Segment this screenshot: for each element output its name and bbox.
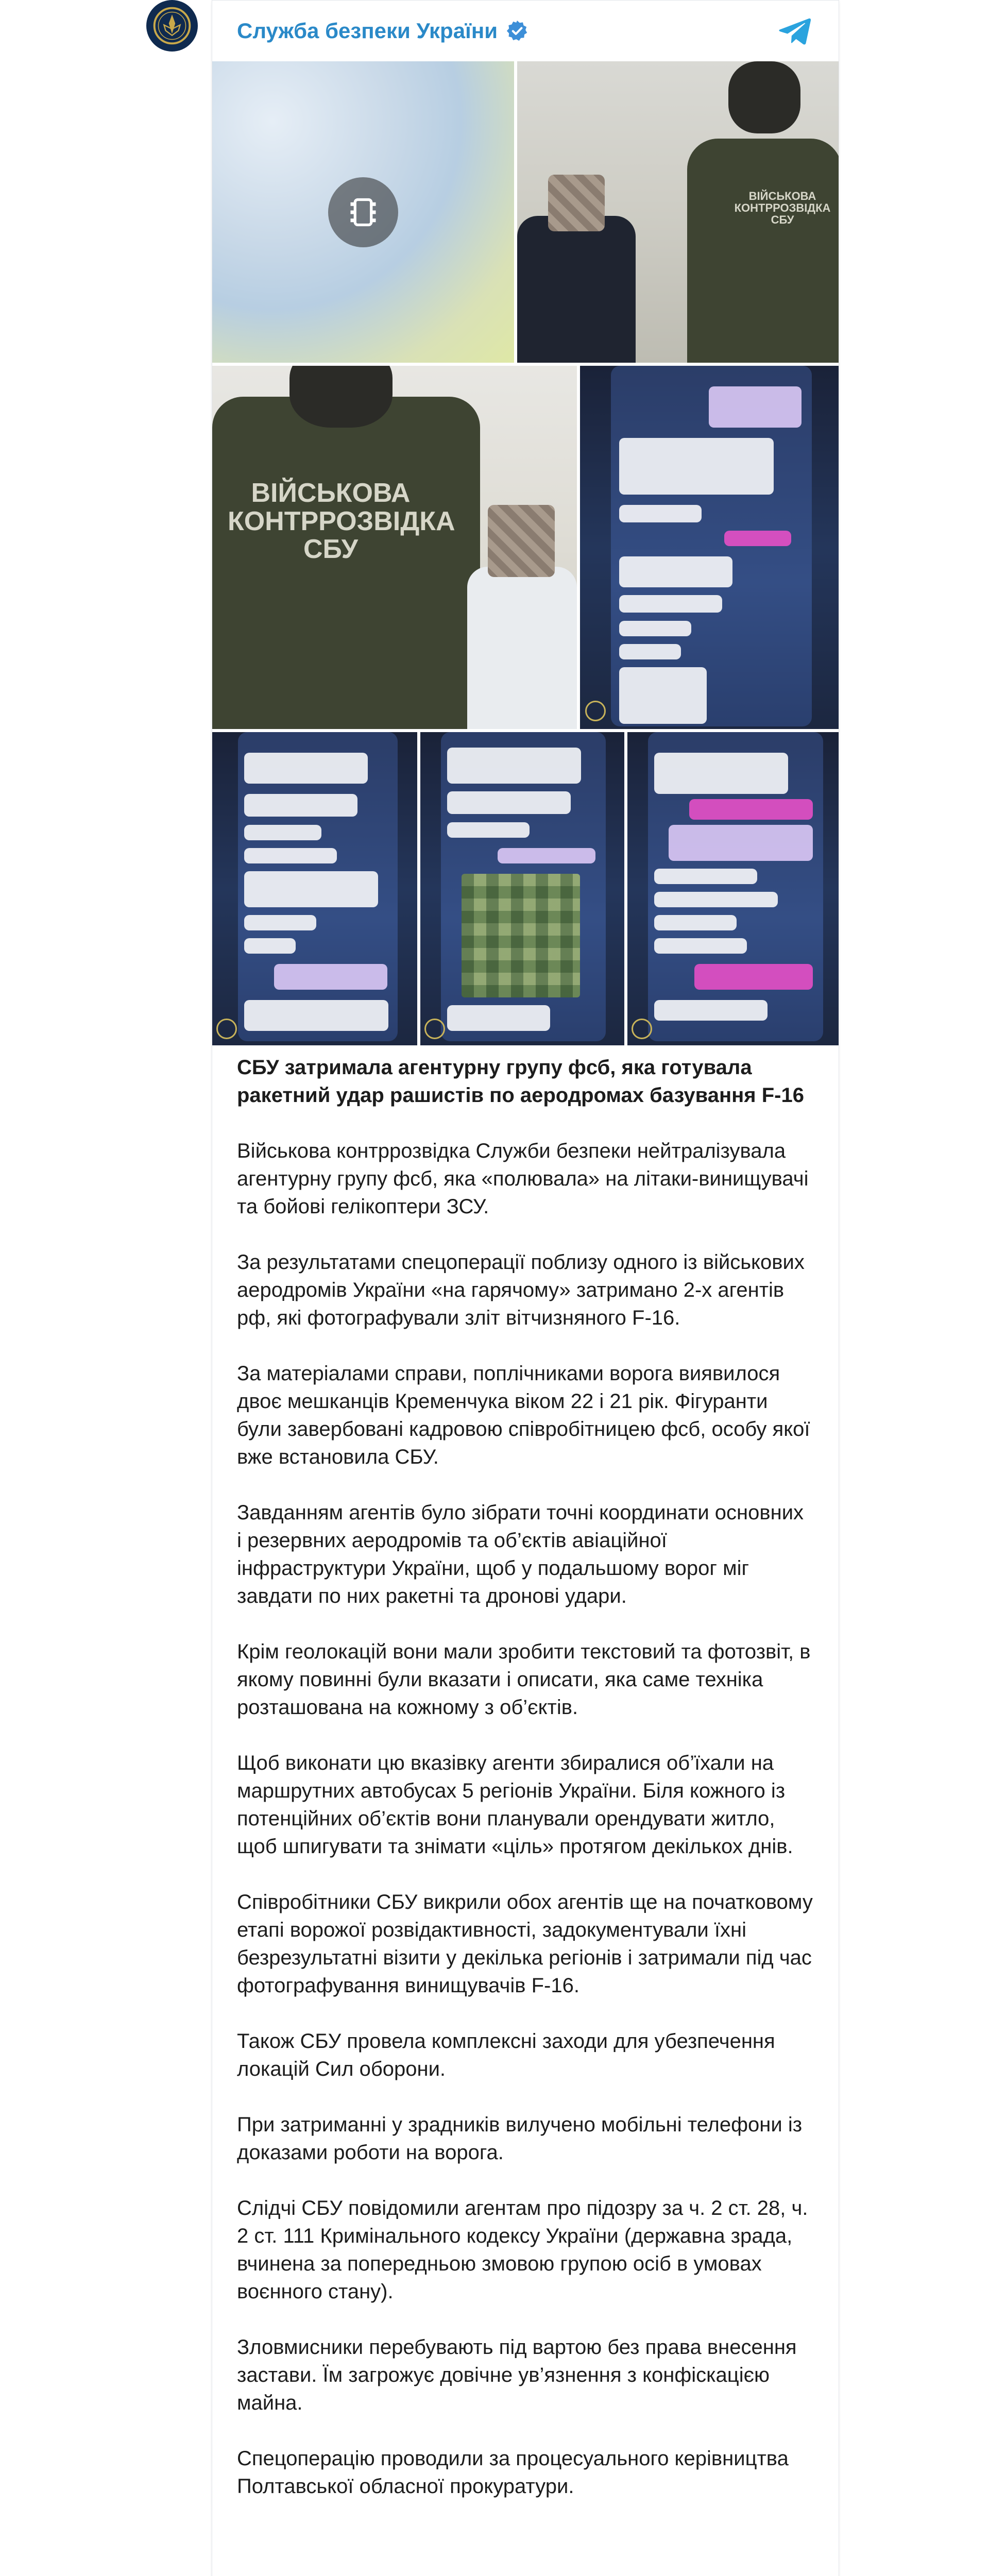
photo-phone-chat-1[interactable] [580, 366, 839, 729]
photo-phone-chat-4[interactable] [627, 732, 839, 1045]
post-card [212, 0, 839, 2576]
post-headline: СБУ затримала агентурну групу фсб, яка готувала ракетний удар рашистів по аеродромах базування F-16 [237, 1056, 804, 1107]
post-paragraph: Зловмисники перебувають під вартою без права внесення застави. Їм загрожує довічне ув’язнення з конфіскацією майна. [237, 2336, 797, 2414]
soldier-figure [687, 139, 839, 363]
channel-avatar[interactable] [146, 0, 198, 52]
media-grid [212, 61, 839, 1045]
photo-phone-chat-3[interactable] [420, 732, 624, 1045]
photo-phone-chat-2[interactable] [212, 732, 417, 1045]
verified-badge-icon [506, 20, 528, 42]
post-paragraph: За матеріалами справи, поплічниками ворога виявилося двоє мешканців Кременчука віком 22 і 21 рік. Фігуранти були завербовані кадровою співробітницею фсб, особу якої вже встановила СБУ. [237, 1362, 810, 1468]
person-figure [467, 567, 577, 729]
soldier-head [289, 366, 393, 428]
post-paragraph: При затриманні у зрадників вилучено мобільні телефони із доказами роботи на ворога. [237, 2113, 803, 2164]
video-thumbnail[interactable] [212, 61, 514, 363]
channel-name[interactable]: Служба безпеки України [237, 19, 498, 43]
sbu-watermark-icon [216, 1019, 237, 1039]
phone-screen [238, 732, 398, 1041]
post-paragraph: Спецоперацію проводили за процесуального керівництва Полтавської обласної прокуратури. [237, 2447, 789, 2498]
post-paragraph: Крім геолокацій вони мали зробити текстовий та фотозвіт, в якому повинні були вказати і описати, яка саме техніка розташована на кожному з об’єктів. [237, 1640, 811, 1719]
phone-screen [648, 732, 823, 1041]
post-paragraph: Співробітники СБУ викрили обох агентів ще на початковому етапі ворожої розвідактивності, задокументували їхні безрезультатні візити у декілька регіонів і затримали під час фотографування винищувачів F-16. [237, 1891, 813, 1997]
blurred-face [488, 505, 555, 577]
soldier-head [728, 61, 800, 133]
post-header [212, 1, 839, 61]
phone-screen [611, 366, 812, 726]
sbu-emblem-icon [152, 6, 192, 46]
photo-detention-2[interactable] [212, 366, 577, 729]
pixelated-photo [462, 874, 580, 997]
post-paragraph: Військова контррозвідка Служби безпеки нейтралізувала агентурну групу фсб, яка «полювала» на літаки-винищувачі та бойові гелікоптери ЗСУ. [237, 1140, 809, 1218]
sbu-watermark-icon [632, 1019, 652, 1039]
post-paragraph: Щоб виконати цю вказівку агенти збиралися об’їхали на маршрутних автобусах 5 регіонів України. Біля кожного із потенційних об’єктів вони планували орендувати житло, щоб шпигувати та знімати «ціль» протягом декількох днів. [237, 1752, 793, 1858]
post-paragraph: Завданням агентів було зібрати точні координати основних і резервних аеродромів та об’єктів авіаційної інфраструктури України, щоб у подальшому ворог міг завдати по них ракетні та дронові удари. [237, 1501, 804, 1607]
post-text [237, 1054, 814, 2500]
person-figure [517, 216, 636, 363]
uniform-patch: ВІЙСЬКОВА КОНТРРОЗВІДКА СБУ [228, 478, 455, 565]
sbu-watermark-icon [585, 701, 606, 721]
blurred-face [548, 175, 605, 231]
uniform-patch: ВІЙСЬКОВА КОНТРРОЗВІДКА СБУ [734, 190, 831, 227]
post-paragraph: Також СБУ провела комплексні заходи для убезпечення локацій Сил оборони. [237, 2030, 775, 2080]
photo-detention-1[interactable] [517, 61, 839, 363]
phone-screen [441, 732, 606, 1041]
telegram-icon[interactable] [776, 12, 814, 50]
film-play-icon[interactable] [328, 177, 398, 247]
sbu-watermark-icon [424, 1019, 445, 1039]
post-paragraph: Слідчі СБУ повідомили агентам про підозру за ч. 2 ст. 28, ч. 2 ст. 111 Кримінального кодексу України (державна зрада, вчинена за попередньою змовою групою осіб в умовах воєнного стану). [237, 2197, 808, 2303]
post-paragraph: За результатами спецоперації поблизу одного із військових аеродромів України «на гарячому» затримано 2-х агентів рф, які фотографували зліт вітчизняного F-16. [237, 1251, 805, 1329]
